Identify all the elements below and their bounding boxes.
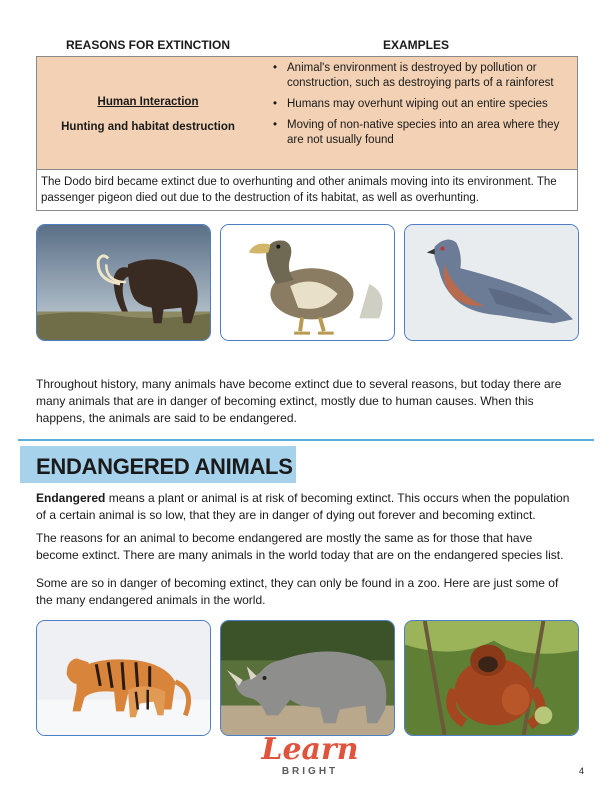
- tigers-image: [36, 620, 211, 736]
- passenger-pigeon-image: [404, 224, 579, 341]
- extinction-table-row: [36, 56, 578, 170]
- learn-bright-logo: [240, 734, 380, 782]
- examples-list: [259, 57, 579, 148]
- section-heading: ENDANGERED ANIMALS: [36, 454, 293, 479]
- rhinoceros-icon: [221, 621, 394, 735]
- examples-cell: [259, 57, 579, 169]
- woolly-mammoth-icon: [37, 225, 210, 340]
- example-item: • Moving of non-native species into an area where they are not usually found: [273, 118, 573, 148]
- woolly-mammoth-image: [36, 224, 211, 341]
- orangutan-icon: [405, 621, 578, 735]
- reason-cell: [37, 57, 259, 169]
- reasons-paragraph: The reasons for an animal to become endangered are mostly the same as for those that have become extinct. There are many animals in the world today that are on the endangered species list.: [36, 531, 564, 562]
- tiger-icon: [37, 621, 210, 735]
- dodo-bird-image: [220, 224, 395, 341]
- header-reasons: REASONS FOR EXTINCTION: [66, 38, 231, 52]
- definition-paragraph: [36, 490, 577, 524]
- header-examples: EXAMPLES: [383, 38, 450, 52]
- term-endangered: Endangered: [36, 491, 106, 505]
- reason-subtitle: Hunting and habitat destruction: [61, 121, 235, 133]
- logo-sub: BRIGHT: [281, 766, 339, 777]
- table-note: The Dodo bird became extinct due to overhunting and other animals moving into its environment. The passenger pigeon died out due to the destruction of its habitat, as well as overhunting.: [36, 170, 578, 211]
- orangutans-image: [404, 620, 579, 736]
- dodo-bird-icon: [221, 225, 394, 340]
- logo-word: Learn: [261, 732, 359, 767]
- example-item: • Animal's environment is destroyed by pollution or construction, such as destroying parts of a rainforest: [273, 61, 573, 91]
- rhinoceros-image: [220, 620, 395, 736]
- page-number: 4: [579, 766, 585, 776]
- intro-paragraph: Throughout history, many animals have become extinct due to several reasons, but today there are many animals that are in danger of becoming extinct, mostly due to human causes. When this happens, the animals are said to be endangered.: [36, 377, 562, 425]
- zoo-paragraph: Some are so in danger of becoming extinct, they can only be found in a zoo. Here are just some of the many endangered animals in the world.: [36, 576, 559, 607]
- table-header: [36, 36, 578, 54]
- definition-text: means a plant or animal is at risk of becoming extinct. This occurs when the population of a certain animal is so low, that they are in danger of dying out forever and becoming extinct.: [36, 491, 570, 522]
- passenger-pigeon-icon: [405, 225, 578, 340]
- section-divider: [18, 439, 594, 441]
- example-item: • Humans may overhunt wiping out an entire species: [273, 97, 573, 112]
- reason-title: Human Interaction: [97, 96, 199, 108]
